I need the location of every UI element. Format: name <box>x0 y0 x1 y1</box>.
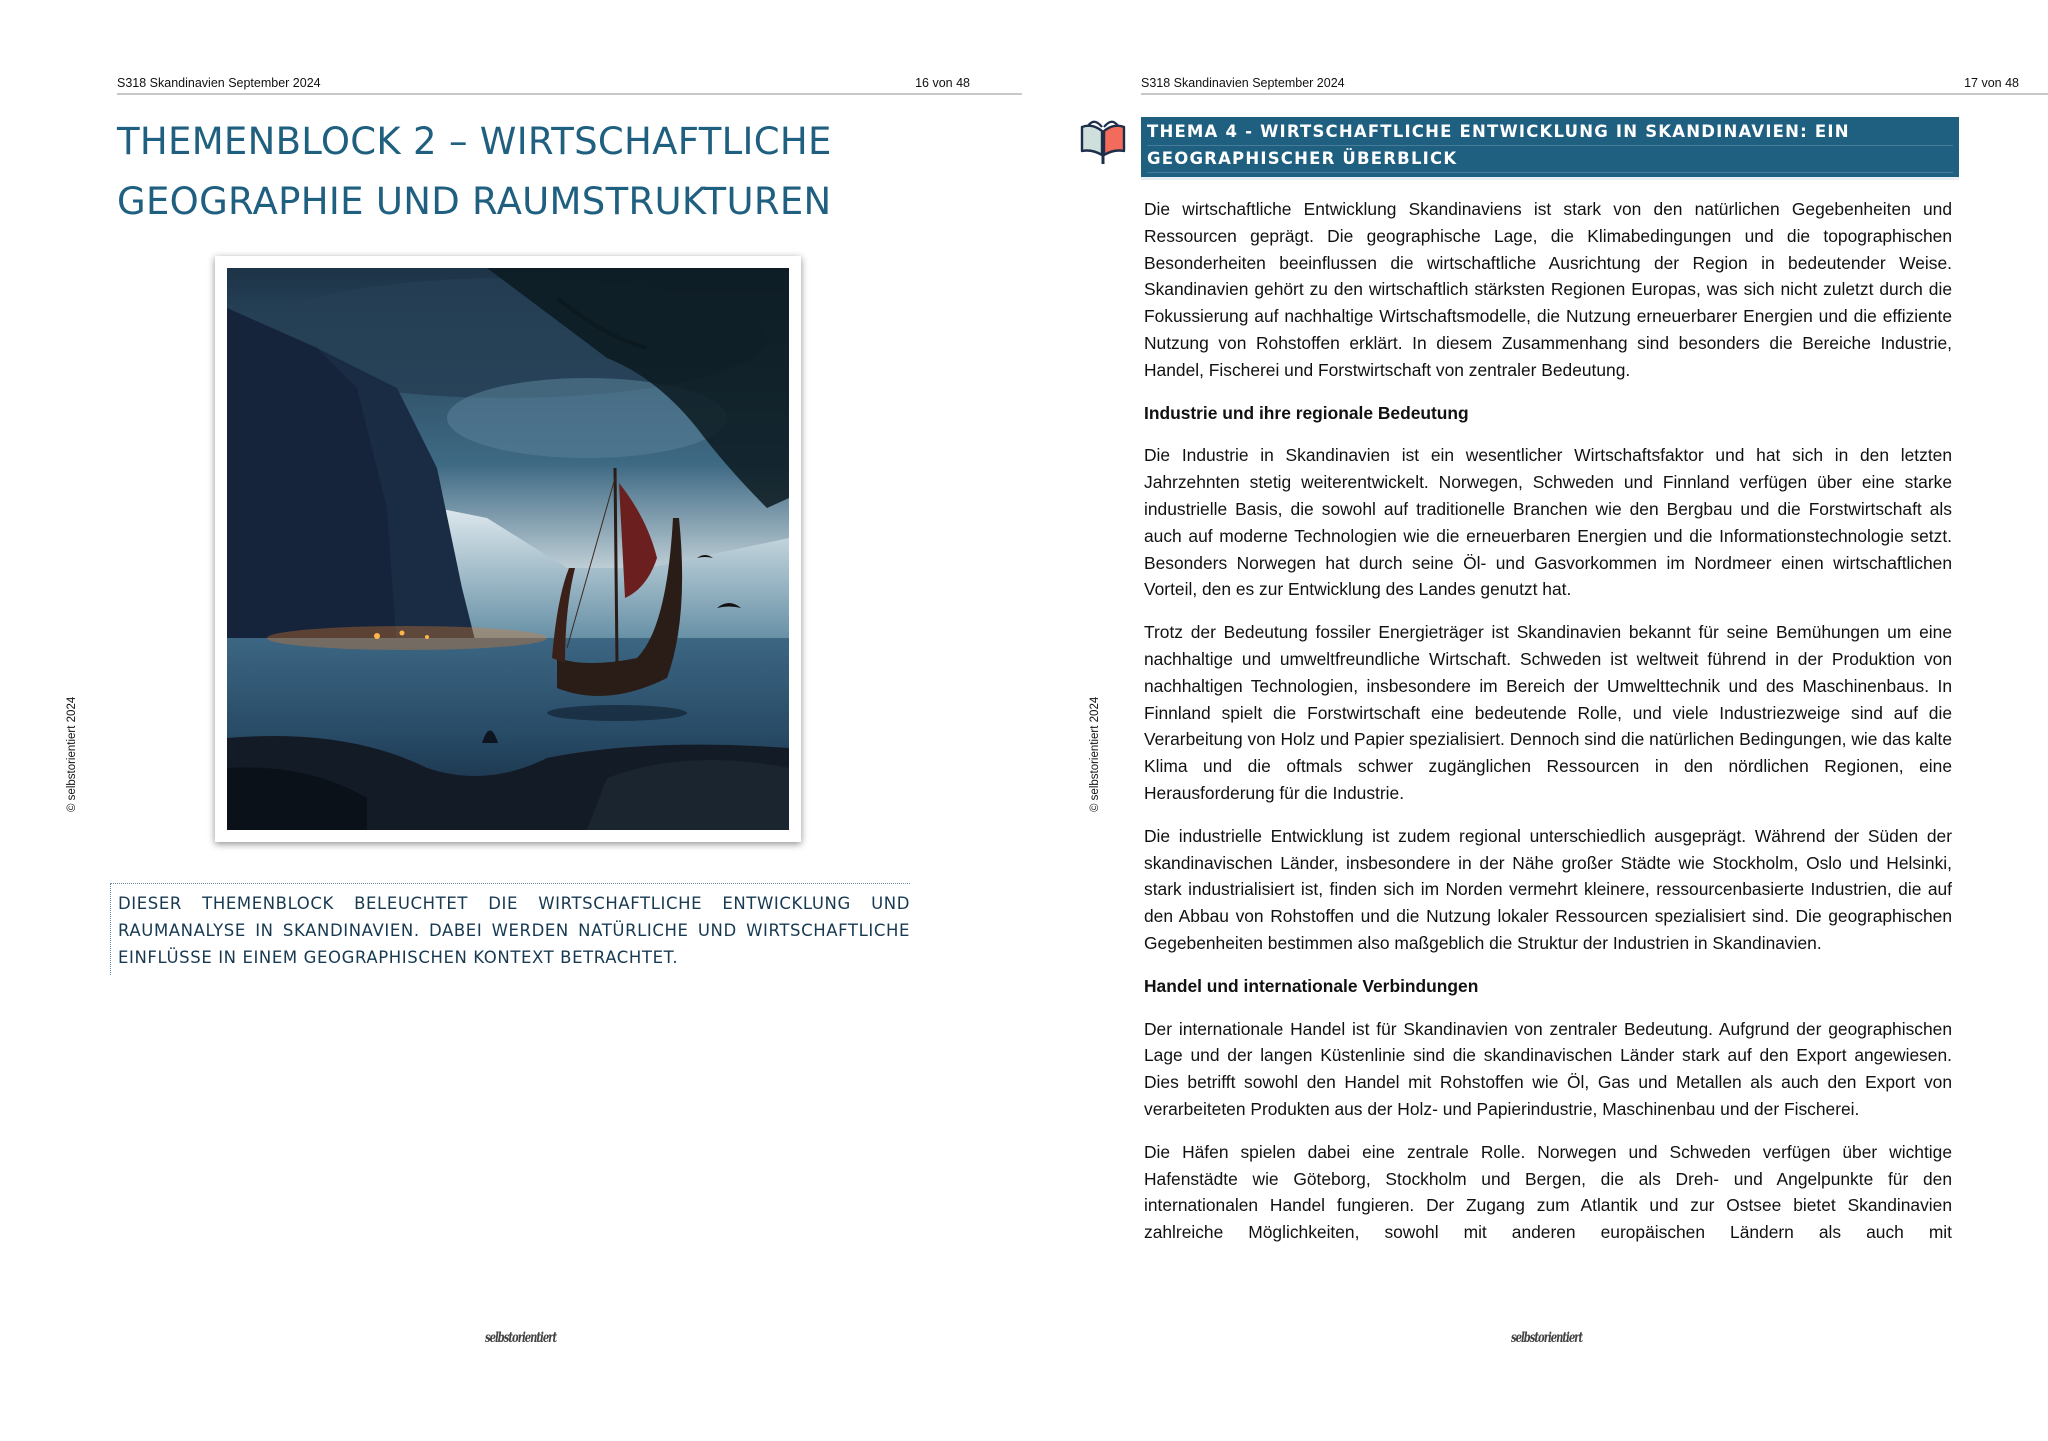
block-intro-box <box>110 883 910 975</box>
topic-title-line-1: THEMA 4 - WIRTSCHAFTLICHE ENTWICKLUNG IN SKANDINAVIEN: EIN <box>1147 119 1953 146</box>
header-divider <box>1141 93 2048 95</box>
paragraph-trade-1: Der internationale Handel ist für Skandinavien von zentraler Bedeutung. Aufgrund der geographischen Lage und der langen Küstenlinie sind die skandinavischen Länder stark auf den Export angewiesen. Dies betrifft sowohl den Handel mit Rohstoffen wie Öl, Gas und Metallen als auch den Export von verarbeiteten Produkten aus der Holz- und Papierindustrie, Maschinenbau und der Fischerei. <box>1144 1018 1952 1119</box>
page-17 <box>1024 0 2048 1441</box>
running-title: S318 Skandinavien September 2024 <box>1141 76 1345 90</box>
paragraph-industry-2: Trotz der Bedeutung fossiler Energieträger ist Skandinavien bekannt für seine Bemühungen um eine nachhaltige und umweltfreundliche Wirtschaft. Schweden ist weltweit führend in der Produktion von nachhaltigen Technologien, insbesondere im Bereich der Umwelttechnik und des Maschinenbaus. In Finnland spielt die Forstwirtschaft eine bedeutende Rolle, und viele Industriezweige sind auf die Verarbeitung von Holz und Papier spezialisiert. Dennoch sind die natürlichen Bedingungen, wie das kalte Klima und die oftmals schwer zugänglichen Ressourcen in den nördlichen Regionen, eine Herausforderung für die Industrie. <box>1144 622 1952 803</box>
paragraph-intro: Die wirtschaftliche Entwicklung Skandinaviens ist stark von den natürlichen Gegebenheiten und Ressourcen geprägt. Die geographische Lage, die Klimabedingungen und die topographischen Besonderheiten beeinflussen die wirtschaftliche Ausrichtung der Region in bedeutender Weise. Skandinavien gehört zu den wirtschaftlich stärksten Regionen Europas, was sich nicht zuletzt durch die Fokussierung auf nachhaltige Wirtschaftsmodelle, die Nutzung erneuerbarer Energien und die effiziente Nutzung von Rohstoffen erklärt. In diesem Zusammenhang sind besonders die Bereiche Industrie, Handel, Fischerei und Forstwirtschaft von zentraler Bedeutung. <box>1144 199 1952 380</box>
topic-banner <box>1141 117 1959 180</box>
block-intro-text: DIESER THEMENBLOCK BELEUCHTET DIE WIRTSCHAFTLICHE ENTWICKLUNG UND RAUMANALYSE IN SKANDINAVIEN. DABEI WERDEN NATÜRLICHE UND WIRTSCHAFTLICHE EINFLÜSSE IN EINEM GEOGRAPHISCHEN KONTEXT BETRACHTET. <box>118 894 910 967</box>
page-number: 16 von 48 <box>915 76 970 90</box>
paragraph-trade-2: Die Häfen spielen dabei eine zentrale Rolle. Norwegen und Schweden verfügen über wichtige Hafenstädte wie Göteborg, Stockholm und Bergen, die als Dreh- und Angelpunkte für den internationalen Handel fungieren. Der Zugang zum Atlantik und zur Ostsee bietet Skandinavien zahlreiche Möglichkeiten, sowohl mit anderen europäischen Ländern als auch mit <box>1144 1141 1952 1243</box>
running-header <box>1141 76 2019 94</box>
paragraph-industry-1: Die Industrie in Skandinavien ist ein wesentlicher Wirtschaftsfaktor und hat sich in den letzten Jahrzehnten stetig weiterentwickelt. Norwegen, Schweden und Finnland verfügen über eine starke industrielle Basis, die sowohl auf traditionelle Branchen wie den Bergbau und die Forstwirtschaft als auch auf moderne Technologien wie die erneuerbaren Energien und die Informationstechnologie setzt. Besonders Norwegen hat durch seine Öl- und Gasvorkommen im Nordmeer einen wirtschaftlichen Vorteil, den es zur Entwicklung des Landes genutzt hat. <box>1144 445 1952 600</box>
footer-logo: selbstorientiert <box>1511 1330 1583 1347</box>
heading-trade: Handel und internationale Verbindungen <box>1144 975 1479 996</box>
page-number: 17 von 48 <box>1964 76 2019 90</box>
viking-ship-image-frame <box>215 256 801 842</box>
open-book-icon <box>1078 113 1128 165</box>
paragraph-industry-3: Die industrielle Entwicklung ist zudem regional unterschiedlich ausgeprägt. Während der Süden der skandinavischen Länder, insbesondere in der Nähe großer Städte wie Stockholm, Oslo und Helsinki, stark industrialisiert ist, finden sich im Norden vermehrt kleinere, ressourcenbasierte Industrien, die auf den Abbau von Rohstoffen und die Nutzung lokaler Ressourcen spezialisiert sind. Die geographischen Gegebenheiten bestimmen also maßgeblich die Struktur der Industrien in Skandinavien. <box>1144 825 1952 953</box>
heading-industry: Industrie und ihre regionale Bedeutung <box>1144 402 1469 423</box>
footer-logo: selbstorientiert <box>485 1330 557 1347</box>
block-title: THEMENBLOCK 2 – WIRTSCHAFTLICHE GEOGRAPHIE UND RAUMSTRUKTUREN <box>117 120 832 223</box>
topic-title-line-2: GEOGRAPHISCHER ÜBERBLICK <box>1147 146 1953 173</box>
topic-title <box>1147 119 1953 173</box>
header-divider <box>117 93 1022 95</box>
body-text <box>1144 196 1952 1262</box>
running-header <box>117 76 970 94</box>
copyright-notice: © selbstorientiert 2024 <box>1089 696 1101 812</box>
copyright-notice: © selbstorientiert 2024 <box>66 696 78 812</box>
viking-ship-image <box>227 268 789 830</box>
running-title: S318 Skandinavien September 2024 <box>117 76 321 90</box>
